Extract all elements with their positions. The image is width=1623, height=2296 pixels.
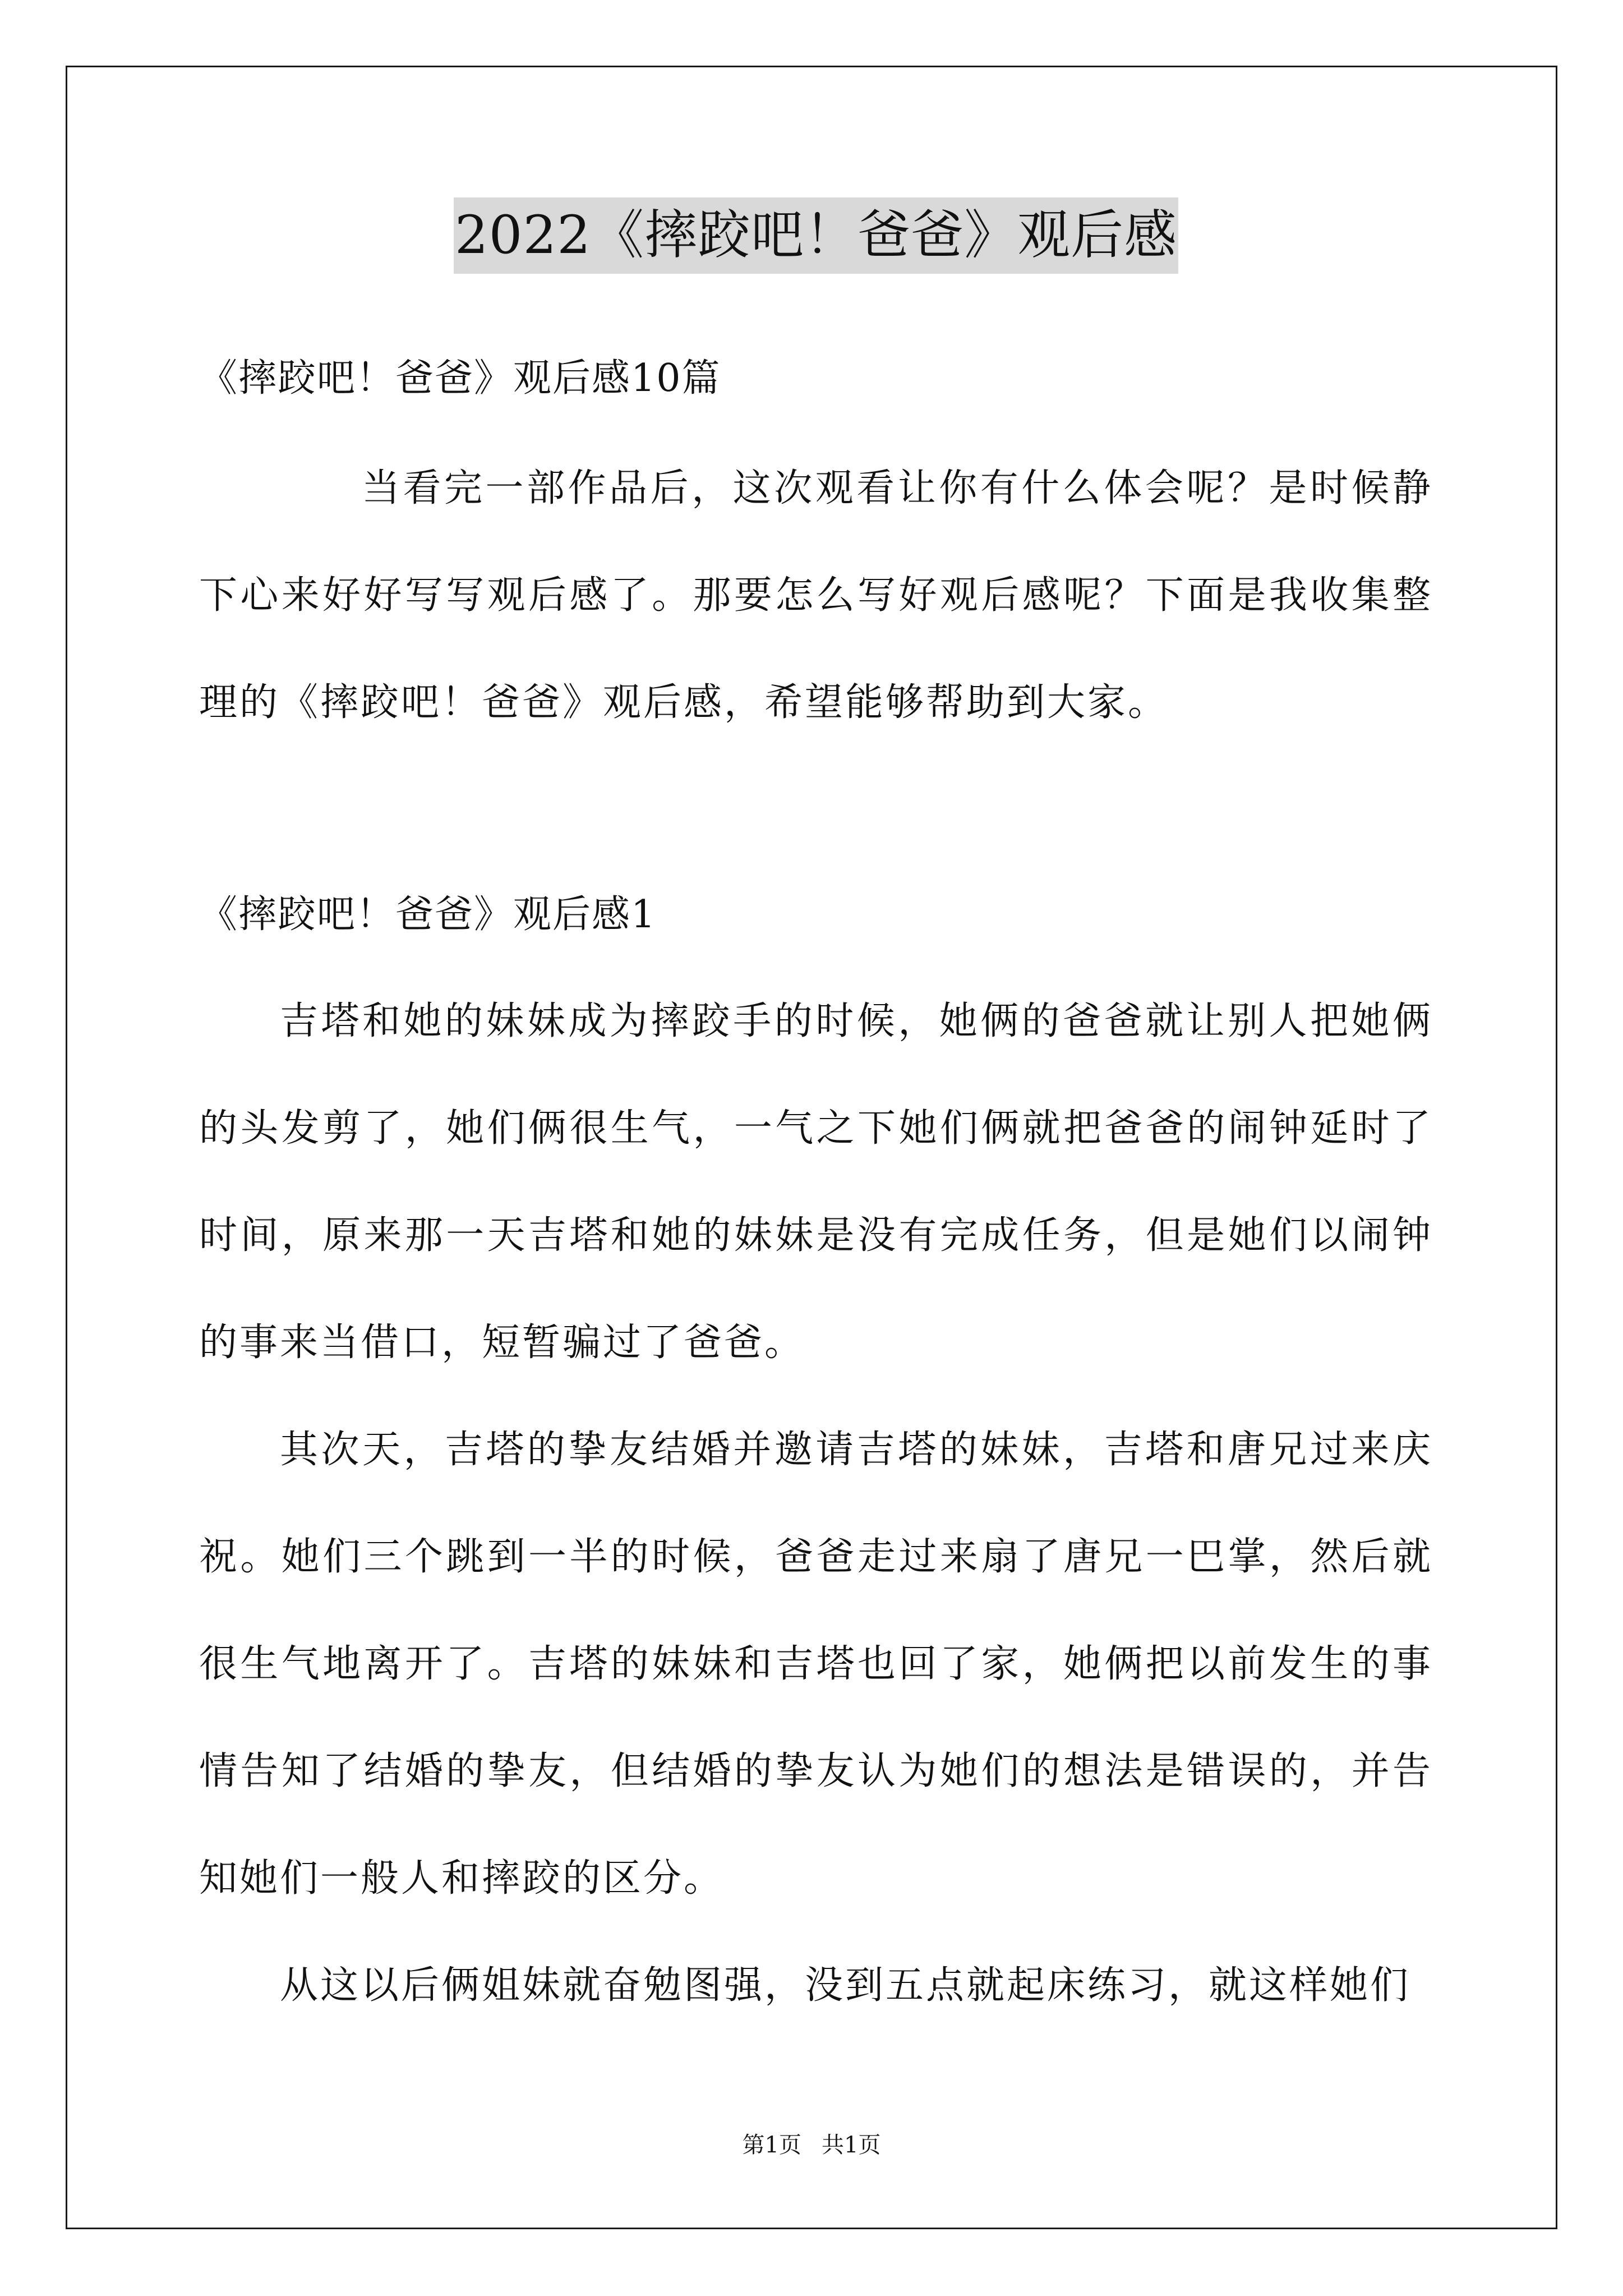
intro-paragraph: 当看完一部作品后，这次观看让你有什么体会呢？是时候静下心来好好写写观后感了。那要怎么写好观后感呢？下面是我收集整理的《摔跤吧！爸爸》观后感，希望能够帮助到大家。 [199, 466, 1433, 725]
document-title: 2022《摔跤吧！爸爸》观后感 [454, 197, 1178, 274]
body-paragraph-2: 其次天，吉塔的挚友结婚并邀请吉塔的妹妹，吉塔和唐兄过来庆祝。她们三个跳到一半的时候，爸爸走过来扇了唐兄一巴掌，然后就很生气地离开了。吉塔的妹妹和吉塔也回了家，她俩把以前发生的事情告知了结婚的挚友，但结婚的挚友认为她们的想法是错误的，并告知她们一般人和摔跤的区分。 [199, 1428, 1433, 1901]
document-subtitle: 《摔跤吧！爸爸》观后感10篇 [199, 356, 721, 401]
body-paragraph-3: 从这以后俩姐妹就奋勉图强，没到五点就起床练习，就这样她们 [280, 1963, 1411, 2008]
page-footer [0, 2128, 1623, 2162]
title-container [199, 197, 1433, 274]
section-heading: 《摔跤吧！爸爸》观后感1 [199, 892, 657, 937]
page-total: 共1页 [822, 2132, 881, 2158]
page-number: 第1页 [742, 2132, 801, 2158]
body-paragraph-1: 吉塔和她的妹妹成为摔跤手的时候，她俩的爸爸就让别人把她俩的头发剪了，她们俩很生气，一气之下她们俩就把爸爸的闹钟延时了时间，原来那一天吉塔和她的妹妹是没有完成任务，但是她们以闹钟的事来当借口，短暂骗过了爸爸。 [199, 999, 1433, 1365]
